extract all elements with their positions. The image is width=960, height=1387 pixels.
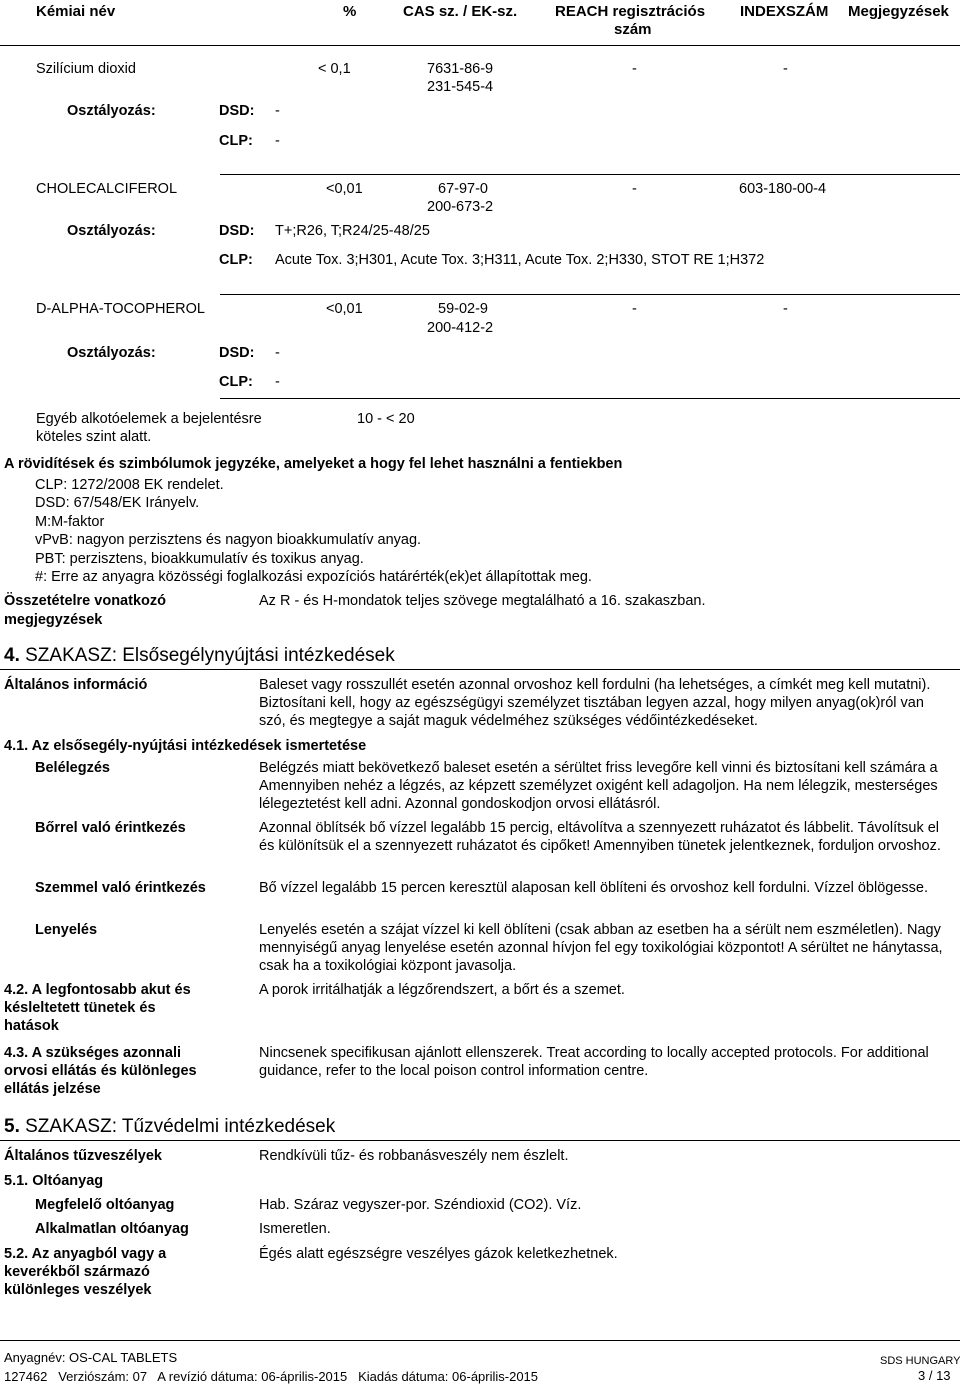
clp-label: CLP: [219,133,253,149]
general-info-text: Baleset vagy rosszullét esetén azonnal orvoshoz kell fordulni (ha lehetséges, a címkét meg kell mutatni). Biztosítani kell, hogy az egészségügyi személyzet tisztában legyen azzal, hogy milyen anyag(ok)ról van szó, és megtegye a saját maguk védelméhez szükséges védőintézkedéseket. [259,677,931,729]
other-components-percent: 10 - < 20 [357,411,415,427]
col-header-name: Kémiai név [36,3,116,20]
general-info-label: Általános információ [4,677,148,693]
reach-number: - [632,301,637,317]
composition-note-text: Az R - és H-mondatok teljes szövege megtalálható a 16. szakaszban. [259,593,706,609]
col-header-index: INDEXSZÁM [740,3,829,20]
section-4-3-heading: 4.3. A szükséges azonnali orvosi ellátás és különleges ellátás jelzése [4,1045,197,1097]
substance-name: Szilícium dioxid [36,61,136,77]
row-divider [220,294,960,295]
row-divider [220,398,960,399]
section-5-2-text: Égés alatt egészségre veszélyes gázok keletkezhetnek. [259,1246,618,1262]
abbreviation-item: vPvB: nagyon perzisztens és nagyon bioakkumulatív anyag. [35,532,422,548]
footer-page-number: 3 / 13 [918,1368,951,1383]
eye-contact-label: Szemmel való érintkezés [35,880,206,896]
other-components-label-line1: Egyéb alkotóelemek a bejelentésre [36,411,262,427]
section-4-3-text: Nincsenek specifikusan ajánlott ellenszerek. Treat according to locally accepted protocols. For additional guidance, refer to the local poison control information centre. [259,1045,929,1079]
clp-label: CLP: [219,252,253,268]
substance-name: D-ALPHA-TOCOPHEROL [36,301,205,317]
other-components-label-line2: köteles szint alatt. [36,429,152,445]
dsd-value: - [275,345,280,361]
abbreviation-item: #: Erre az anyagra közösségi foglalkozási expozíciós határérték(ek)et állapítottak meg. [35,569,592,585]
dsd-value: T+;R26, T;R24/25-48/25 [275,223,430,239]
skin-contact-label: Bőrrel való érintkezés [35,820,186,836]
section-4-2-text: A porok irritálhatják a légzőrendszert, a bőrt és a szemet. [259,982,625,998]
inhalation-text: Belégzés miatt bekövetkező baleset esetén a sérültet friss levegőre kell vinni és biztosítani kell számára a Amennyiben nehéz a légzés, az képzett személyzet oxigént kell adagoljon. Ha nem lélegzik, mesterséges lélegeztetést kell adni. Azonnal gondoskodjon orvosi ellátásról. [259,760,938,812]
eye-contact-text: Bő vízzel legalább 15 percen keresztül alaposan kell öblíteni és orvoshoz kell fordulni. Vízzel öblögesse. [259,880,928,896]
suitable-media-label: Megfelelő oltóanyag [35,1197,175,1213]
clp-value: Acute Tox. 3;H301, Acute Tox. 3;H311, Acute Tox. 2;H330, STOT RE 1;H372 [275,252,765,268]
classification-label: Osztályozás: [67,345,156,361]
index-number: - [783,61,788,77]
section-4-2-heading: 4.2. A legfontosabb akut és késleltetett tünetek és hatások [4,982,191,1034]
abbreviation-item: M:M-faktor [35,514,105,530]
clp-label: CLP: [219,374,253,390]
reach-number: - [632,61,637,77]
cas-number: 67-97-0 [438,181,488,197]
suitable-media-text: Hab. Száraz vegyszer-por. Széndioxid (CO2). Víz. [259,1197,582,1213]
dsd-label: DSD: [219,223,255,239]
fire-hazards-text: Rendkívüli tűz- és robbanásveszély nem észlelt. [259,1148,569,1164]
substance-name: CHOLECALCIFEROL [36,181,178,197]
header-divider [0,45,960,46]
substance-percent: < 0,1 [318,61,351,77]
col-header-cas: CAS sz. / EK-sz. [403,3,518,20]
inhalation-label: Belélegzés [35,760,110,776]
section-5-2-heading: 5.2. Az anyagból vagy a keverékből származó különleges veszélyek [4,1246,167,1298]
ingestion-label: Lenyelés [35,922,98,938]
row-divider [220,174,960,175]
ingestion-text: Lenyelés esetén a szájat vízzel ki kell öblíteni (csak abban az esetben ha a sérült nem eszméletlen). Nagy mennyiségű anyag lenyelése esetén azonnal hívjon fel egy toxikológiai központot! A sérültet ne hánytassa, csak ha a toxikológiai központ javasolja. [259,922,943,974]
composition-note-label-line1: Összetételre vonatkozó [4,593,166,609]
section-4-divider [0,669,960,670]
abbreviations-title: A rövidítések és szimbólumok jegyzéke, amelyeket a hogy fel lehet használni a fentiekben [4,456,623,472]
ek-number: 200-673-2 [427,199,494,215]
cas-number: 59-02-9 [438,301,488,317]
section-5-title [4,1116,335,1138]
clp-value: - [275,374,280,390]
footer-revision-info: 127462 Verziószám: 07 A revízió dátuma: 06-április-2015 Kiadás dátuma: 06-április-2015 [4,1369,539,1384]
abbreviation-item: CLP: 1272/2008 EK rendelet. [35,477,224,493]
unsuitable-media-label: Alkalmatlan oltóanyag [35,1221,189,1237]
col-header-reach-line2: szám [614,21,652,38]
section-4-heading: SZAKASZ: Elsősegélynyújtási intézkedések [25,645,395,666]
abbreviation-item: PBT: perzisztens, bioakkumulatív és toxikus anyag. [35,551,364,567]
section-5-divider [0,1140,960,1141]
col-header-reach-line1: REACH regisztrációs [555,3,706,20]
col-header-notes: Megjegyzések [848,3,949,20]
index-number: 603-180-00-4 [739,181,827,197]
clp-value: - [275,133,280,149]
substance-percent: <0,01 [326,301,363,317]
index-number: - [783,301,788,317]
substance-percent: <0,01 [326,181,363,197]
dsd-label: DSD: [219,103,255,119]
composition-note-label-line2: megjegyzések [4,612,103,628]
cas-number: 7631-86-9 [427,61,494,77]
section-4-1-heading: 4.1. Az elsősegély-nyújtási intézkedések ismertetése [4,738,367,754]
classification-label: Osztályozás: [67,103,156,119]
abbreviation-item: DSD: 67/548/EK Irányelv. [35,495,200,511]
unsuitable-media-text: Ismeretlen. [259,1221,331,1237]
footer-divider [0,1340,960,1341]
section-5-number: 5. [4,1116,26,1137]
section-5-heading: SZAKASZ: Tűzvédelmi intézkedések [25,1116,336,1137]
footer-document-id: SDS HUNGARY [880,1355,960,1367]
col-header-percent: % [343,3,357,20]
reach-number: - [632,181,637,197]
section-4-number: 4. [4,645,26,666]
skin-contact-text: Azonnal öblítsék bő vízzel legalább 15 percig, eltávolítva a szennyezett ruházatot és lábbelit. Távolítsuk el és különítsük el a szennyezett ruházatot és cipőket! Amennyiben tünetek jelentkeznek, forduljon orvoshoz. [259,820,941,854]
section-4-title [4,645,395,667]
dsd-value: - [275,103,280,119]
section-5-1-heading: 5.1. Oltóanyag [4,1173,104,1189]
ek-number: 231-545-4 [427,79,494,95]
fire-hazards-label: Általános tűzveszélyek [4,1148,162,1164]
classification-label: Osztályozás: [67,223,156,239]
dsd-label: DSD: [219,345,255,361]
footer-product-name: Anyagnév: OS-CAL TABLETS [4,1350,178,1365]
ek-number: 200-412-2 [427,320,494,336]
